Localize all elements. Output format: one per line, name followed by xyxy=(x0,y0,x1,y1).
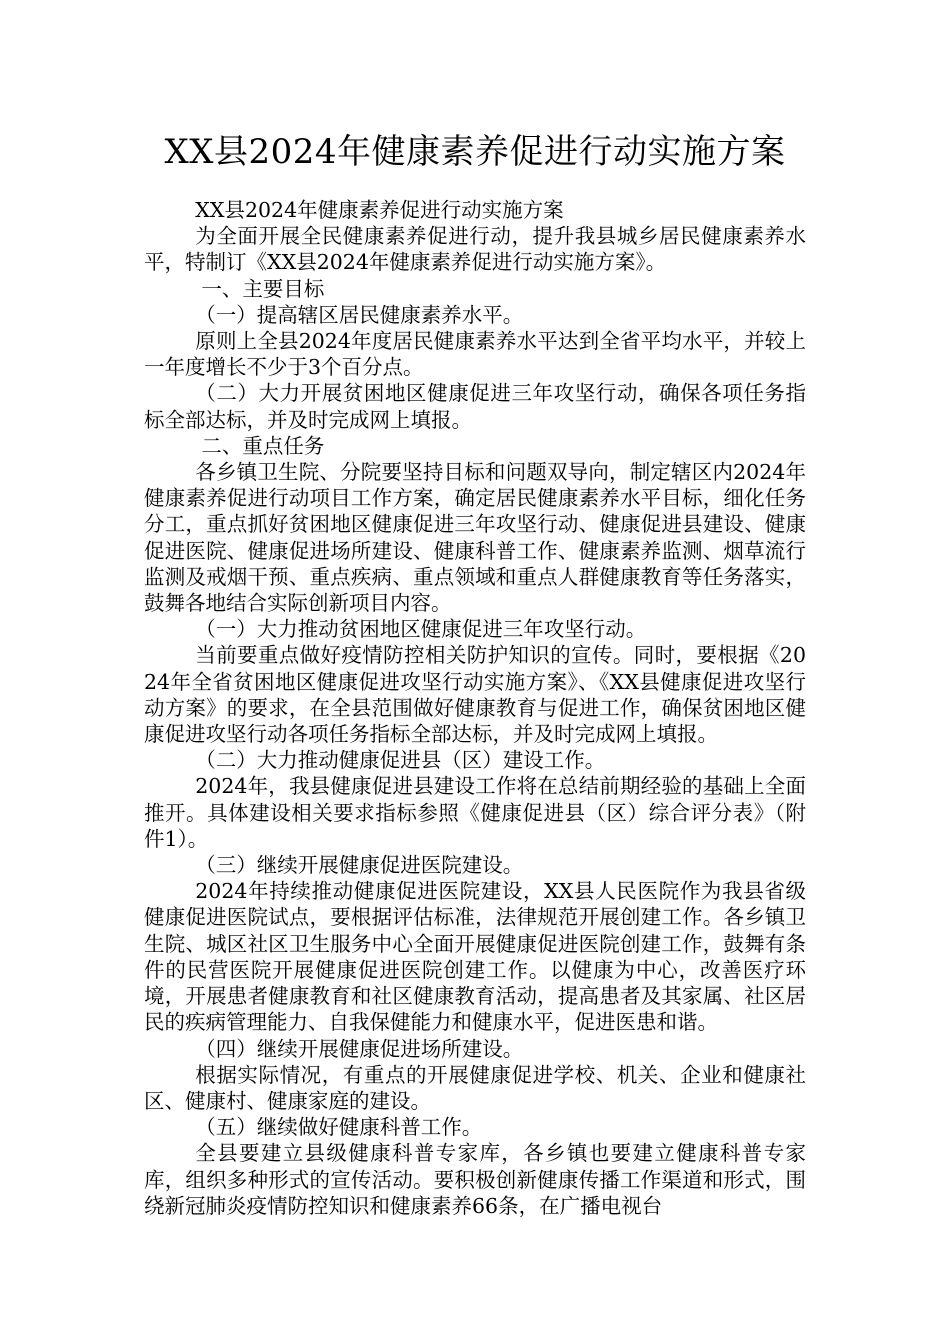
document-title: XX县2024年健康素养促进行动实施方案 xyxy=(164,132,786,172)
paragraph-key-tasks: 各乡镇卫生院、分院要坚持目标和问题双导向，制定辖区内2024年健康素养促进行动项目工作方案，确定居民健康素养水平目标，细化任务分工，重点抓好贫困地区健康促进三年攻坚行动、健康促进县建设、健康促进医院、健康促进场所建设、健康科普工作、健康素养监测、烟草流行监测及戒烟干预、重点疾病、重点领域和重点人群健康教育等任务落实，鼓舞各地结合实际创新项目内容。 xyxy=(144,460,806,616)
paragraph-task-4: 根据实际情况，有重点的开展健康促进学校、机关、企业和健康社区、健康村、健康家庭的建设。 xyxy=(144,1062,806,1113)
subheading-task-1: （一）大力推动贫困地区健康促进三年攻坚行动。 xyxy=(195,617,647,642)
heading-key-tasks: 二、重点任务 xyxy=(201,433,325,458)
paragraph-goal-1: 原则上全县2024年度居民健康素养水平达到全省平均水平，并较上一年度增长不少于3个百分点。 xyxy=(144,329,806,380)
document-body xyxy=(144,197,806,1219)
subheading-task-5: （五）继续做好健康科普工作。 xyxy=(195,1115,483,1140)
paragraph-task-2: 2024年，我县健康促进县建设工作将在总结前期经验的基础上全面推开。具体建设相关要求指标参照《健康促进县（区）综合评分表》（附件1）。 xyxy=(144,774,806,851)
paragraph-repeated-title: XX县2024年健康素养促进行动实施方案 xyxy=(195,198,564,222)
paragraph-task-5: 全县要建立县级健康科普专家库，各乡镇也要建立健康科普专家库，组织多种形式的宣传活动。要积极创新健康传播工作渠道和形式，围绕新冠肺炎疫情防控知识和健康素养66条，在广播电视台 xyxy=(144,1141,806,1218)
paragraph-intro: 为全面开展全民健康素养促进行动，提升我县城乡居民健康素养水平，特制订《XX县2024年健康素养促进行动实施方案》。 xyxy=(144,224,806,275)
heading-main-goals: 一、主要目标 xyxy=(201,276,325,301)
paragraph-task-1: 当前要重点做好疫情防控相关防护知识的宣传。同时，要根据《2024年全省贫困地区健康促进攻坚行动实施方案》、《XX县健康促进攻坚行动方案》的要求，在全县范围做好健康教育与促进工作，确保贫困地区健康促进攻坚行动各项任务指标全部达标，并及时完成网上填报。 xyxy=(144,643,806,747)
subheading-goal-2: （二）大力开展贫困地区健康促进三年攻坚行动，确保各项任务指标全部达标，并及时完成网上填报。 xyxy=(144,381,806,432)
subheading-task-3: （三）继续开展健康促进医院建设。 xyxy=(195,853,524,878)
subheading-task-4: （四）继续开展健康促进场所建设。 xyxy=(195,1036,524,1061)
paragraph-task-3: 2024年持续推动健康促进医院建设，XX县人民医院作为我县省级健康促进医院试点，要根据评估标准，法律规范开展创建工作。各乡镇卫生院、城区社区卫生服务中心全面开展健康促进医院创建工作，鼓舞有条件的民营医院开展健康促进医院创建工作。以健康为中心，改善医疗环境，开展患者健康教育和社区健康教育活动，提高患者及其家属、社区居民的疾病管理能力、自我保健能力和健康水平，促进医患和谐。 xyxy=(144,879,806,1035)
subheading-goal-1: （一）提高辖区居民健康素养水平。 xyxy=(195,302,524,327)
subheading-task-2: （二）大力推动健康促进县（区）建设工作。 xyxy=(195,748,606,773)
